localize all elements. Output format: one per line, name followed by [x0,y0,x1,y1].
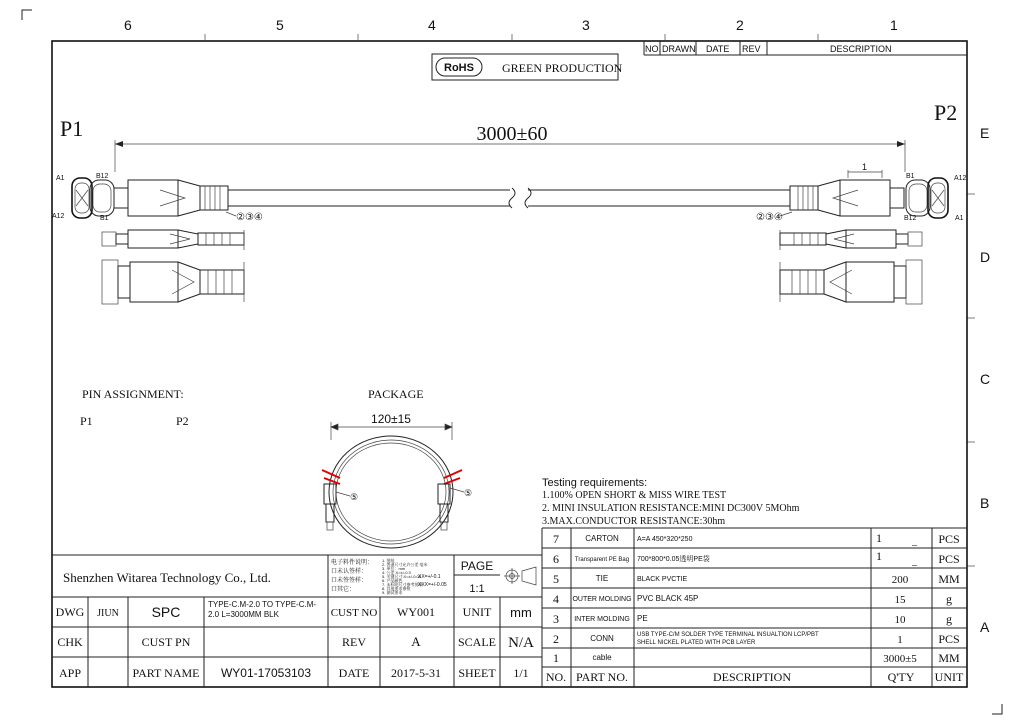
left-side-view-1 [102,230,244,250]
bom-header-unit: UNIT [934,670,964,684]
tolerance-text-2: XXX=+/-0.05 [418,582,447,588]
bom-part: cable [592,653,612,662]
note-detail: 3. 单位：mm [382,566,406,571]
green-production-text: GREEN PRODUCTION [502,61,623,75]
bom-unit: PCS [938,532,960,546]
bom-no: 7 [553,532,559,546]
p1-label: P1 [60,116,84,141]
bom-qty: 3000±5 [883,653,917,665]
cable-coil [329,436,453,548]
app-label: APP [58,666,82,680]
rev-header-date: DATE [706,44,730,54]
bom-part: INTER MOLDING [574,616,630,623]
bom-unit: MM [938,572,960,586]
cable-break [509,188,531,208]
pin-assignment-p2: P2 [176,414,189,428]
testing-title: Testing requirements: [542,477,648,489]
pin-label-a12-right: A12 [954,175,967,182]
pin-label-b12-left: B12 [96,173,109,180]
bom-row-3 [553,612,952,626]
bom-desc: USB TYPE-C/M SOLDER TYPE TERMINAL INSUALTION LCP/PBT [637,632,819,638]
callout-left: ②③④ [236,212,263,223]
bom-qty: 1 [876,531,882,545]
rev-header-no: NO. [645,44,662,54]
projection-symbol [504,567,536,585]
part-name-value: WY01-17053103 [220,666,312,680]
cust-pn-label: CUST PN [141,635,191,649]
right-side-view-1 [780,230,922,250]
testing-line: 1.100% OPEN SHORT & MISS WIRE TEST [542,490,727,501]
left-side-view-2 [102,260,244,304]
note-detail: 5. 关键尺寸:X=±/-0.05 [382,574,421,579]
bom-unit: g [946,612,952,626]
title-block-notes [331,557,447,595]
bom-row-1 [553,651,960,665]
rev-header-rev: REV [742,44,761,54]
package-dim-text: 120±15 [371,412,411,426]
zone-letter: B [980,495,990,511]
unit-label: UNIT [462,605,492,619]
bom-desc: 700*800*0.05透明PE袋 [637,556,710,563]
bom-no: 6 [553,552,559,566]
page-label: PAGE [460,559,494,573]
page-value: 1:1 [469,583,485,595]
note-detail: 7. 未标明尺寸参考图纸 [382,582,423,587]
pin-label-a1-right: A1 [955,215,964,222]
bom-qty: 200 [891,574,909,586]
pin-label-a1-left: A1 [56,175,65,182]
coil-tie-right [444,470,462,484]
bom-header-description: DESCRIPTION [712,670,792,684]
coil-connector-left [324,484,336,530]
right-plug-end-view [928,178,948,218]
note-detail: 2. 普通尺寸允许公差 毫米 [382,562,428,567]
bom-part: Transparent PE Bag [574,557,630,563]
bom-no: 2 [553,632,559,646]
note-line: 口未认签样： [331,569,368,575]
rev-label: REV [342,635,366,649]
package-marker-right: ⑤ [464,488,473,498]
bom-part: OUTER MOLDING [572,596,632,603]
date-label: DATE [338,666,370,680]
unit-value: mm [510,605,532,620]
bom-unit: PCS [938,632,960,646]
note-line: 电子料件说明： [331,560,374,566]
length-dim-text: 3000±60 [476,123,548,145]
note-detail: 8. 其他要求参照 [382,586,411,591]
bom-header-no: NO. [545,670,567,684]
zone-letter: C [980,371,991,387]
company-name: Shenzhen Witarea Technology Co., Ltd. [63,570,271,585]
bom-unit: MM [938,651,960,665]
zone-number: 4 [428,17,436,33]
note-detail: 9. 测试要求 [382,590,403,595]
bom-no: 4 [553,592,559,606]
bom-header [546,670,964,684]
callout-right: ②③④ [756,212,783,223]
length-dimension [115,123,905,172]
dwg-value: JIUN [97,608,119,619]
pin-label-b12-right: B12 [904,215,917,222]
right-connector-top [528,170,930,216]
corner-mark [22,10,32,20]
pin-assignment-title: PIN ASSIGNMENT: [82,387,184,401]
bom-row-4 [553,592,952,606]
rev-header-drawn: DRAWN [662,44,696,54]
package-title: PACKAGE [368,387,424,401]
cust-no-value: WY001 [397,605,435,619]
bom-qty: 1 [876,549,882,563]
scale-value: N/A [508,635,534,651]
bom-sep: _ [912,556,917,567]
pin-label-a12-left: A12 [52,213,65,220]
spec-text: TYPE-C.M-2.0 TO TYPE-C.M-2.0 L=3000MM BLK [208,600,317,619]
right-side-view-2 [780,260,922,304]
note-detail: 6. 产品颜色 [382,578,403,583]
zone-number: 5 [276,17,284,33]
pin-label-b1-left: B1 [100,215,109,222]
bom-unit: PCS [938,552,960,566]
bom-qty: 15 [894,594,906,606]
left-connector-top [90,180,510,216]
rev-header-description: DESCRIPTION [830,44,892,54]
bom-sep: _ [912,536,917,547]
bom-row-5 [553,572,960,586]
callout-one: 1 [862,162,868,172]
note-detail: 4. 公差 X=±/-0.3 [382,570,411,575]
note-line: 口其它： [331,587,356,593]
bom-no: 1 [553,651,559,665]
tolerance-text: XX=+/-0.1 [418,574,441,580]
testing-line: 3.MAX.CONDUCTOR RESISTANCE:30hm [542,516,726,527]
bom-desc-line2: SHELL NICKEL PLATED WITH PCB LAYER [637,640,756,646]
rev-value: A [411,634,421,649]
zone-number: 1 [890,17,898,33]
zone-letter: A [980,619,990,635]
testing-line: 2. MINI INSULATION RESISTANCE:MINI DC300V 5MOhm [542,503,800,514]
bom-part: CARTON [585,534,619,543]
package-marker-left: ⑤ [350,492,359,502]
bom-header-qty: Q'TY [887,670,915,684]
p2-label: P2 [934,100,958,125]
bom-row-2 [553,632,960,646]
bom-header-part: PART NO. [576,670,628,684]
zone-number: 3 [582,17,590,33]
bom-no: 5 [553,572,559,586]
zone-letter: D [980,249,991,265]
dwg-label: DWG [55,605,85,619]
rohs-box [432,54,623,80]
zone-letter: E [980,125,990,141]
note-detail: 1. 图纸 [382,558,395,563]
bom-no: 3 [553,612,559,626]
leader-line [450,488,464,492]
bom-qty: 1 [897,634,903,646]
cust-no-label: CUST NO [330,607,378,619]
bom-part: CONN [590,634,614,643]
spc-label: SPC [151,604,181,620]
bom-desc: A=A 450*320*250 [637,536,693,543]
coil-connector-right [438,484,450,530]
sheet-value: 1/1 [513,666,529,680]
rohs-logo: RoHS [444,62,474,74]
note-line: 口未签签样： [331,578,368,584]
bom-qty: 10 [894,614,906,626]
spec-text-wrap [208,600,326,626]
scale-label: SCALE [457,635,497,649]
bom-unit: g [946,592,952,606]
revision-block [644,41,967,55]
pin-label-b1-right: B1 [906,173,915,180]
bom-row-6 [553,549,960,567]
corner-mark [992,704,1002,714]
bom-desc: PE [637,614,648,623]
part-name-label: PART NAME [132,666,200,680]
left-plug-end-view [72,178,92,218]
sheet-label: SHEET [458,666,496,680]
bom-row-7 [553,531,960,547]
chk-label: CHK [57,635,83,649]
bom-part: TIE [595,574,609,583]
leader-line [336,492,350,496]
bom-desc: BLACK PVCTIE [637,576,688,583]
zone-number: 6 [124,17,132,33]
pin-assignment-p1: P1 [80,414,93,428]
zone-number: 2 [736,17,744,33]
bom-desc: PVC BLACK 45P [637,594,699,603]
date-value: 2017-5-31 [391,666,441,680]
